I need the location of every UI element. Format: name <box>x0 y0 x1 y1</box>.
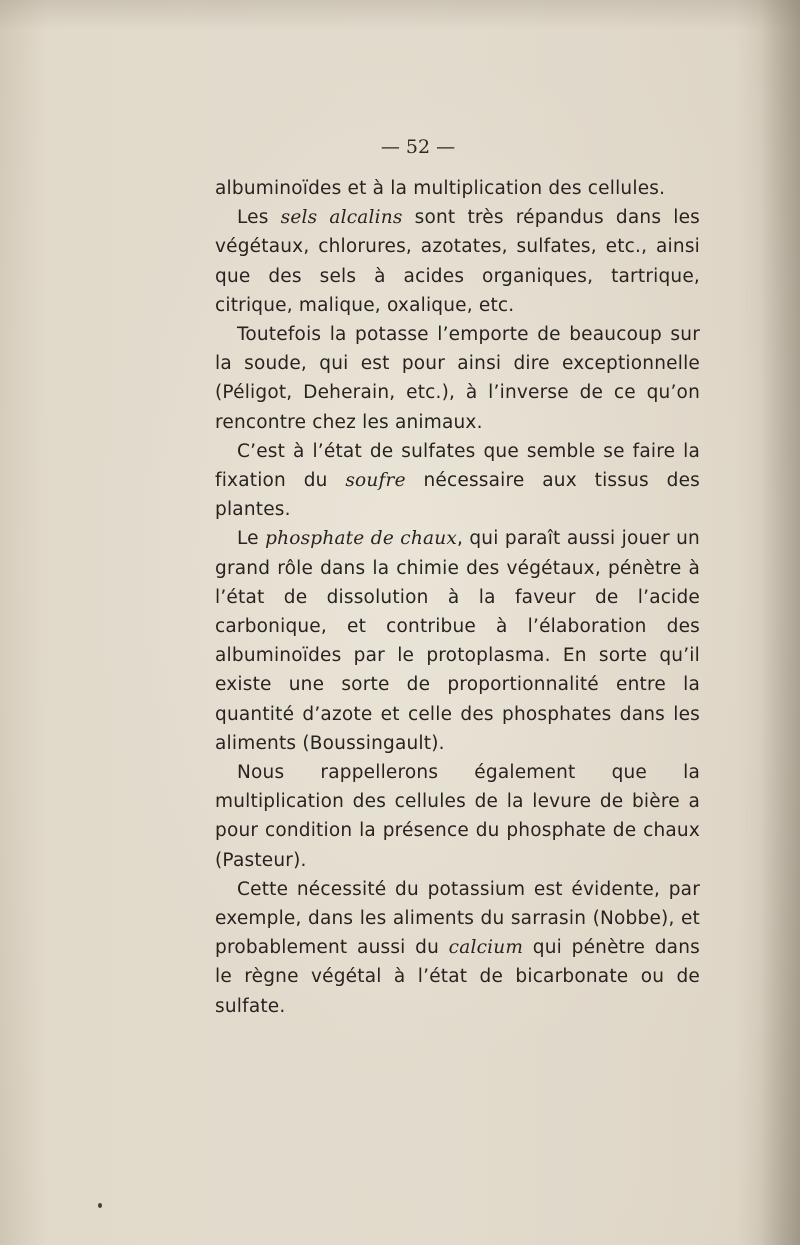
page-edge-shadow <box>760 0 800 1245</box>
body-text <box>215 174 700 1021</box>
paragraph-5 <box>215 758 700 875</box>
paragraph-text: Cette nécessité du potassium est évidente, par exemple, dans les aliments du sarrasin (Nobbe), et probablement aussi du <box>215 878 700 959</box>
paragraph-text: sont très répandus dans les végétaux, chlorures, azotates, sulfates, etc., ainsi que des sels à acides organiques, tartrique, citrique, malique, oxalique, etc. <box>215 207 700 316</box>
paragraph-text: nécessaire aux tissus des plantes. <box>215 470 700 521</box>
ink-speck <box>98 1203 102 1208</box>
paragraph-6 <box>215 875 700 1021</box>
paragraph-text: qui pénètre dans le règne végétal à l’état de bicarbonate ou de sulfate. <box>215 937 700 1017</box>
paragraph-text: Les <box>237 207 281 229</box>
paragraph-1 <box>215 203 700 320</box>
paragraph-text: Nous rappellerons également que la multiplication des cellules de la levure de bière a pour condition la présence du phosphate de chaux (Pasteur). <box>215 762 700 871</box>
paragraph-2 <box>215 320 700 437</box>
italic-term: soufre <box>345 470 406 492</box>
paragraph-text: albuminoïdes et à la multiplication des cellules. <box>215 178 666 199</box>
paragraph-text: , qui paraît aussi jouer un grand rôle dans la chimie des végétaux, pénètre à l’état de dissolution à la faveur de l’acide carbonique, et contribue à l’élaboration des albuminoïdes par le protoplasma. En sorte qu’il existe une sorte de proportionnalité entre la quantité d’azote et celle des phosphates dans les aliments (Boussingault). <box>215 528 700 754</box>
paragraph-text: Le <box>237 528 266 550</box>
paragraph-4 <box>215 524 700 758</box>
page-top-shadow <box>0 0 800 30</box>
italic-term: sels alcalins <box>280 207 403 229</box>
italic-term: phosphate de chaux <box>265 528 457 550</box>
paragraph-0 <box>215 174 700 203</box>
paragraph-text: Toutefois la potasse l’emporte de beaucoup sur la soude, qui est pour ainsi dire exceptionnelle (Péligot, Deherain, etc.), à l’inverse de ce qu’on rencontre chez les animaux. <box>215 324 700 433</box>
page-number: — 52 — <box>380 136 456 158</box>
paragraph-text: C’est à l’état de sulfates que semble se faire la fixation du <box>215 440 700 492</box>
paragraph-3 <box>215 437 700 525</box>
italic-term: calcium <box>448 937 524 959</box>
